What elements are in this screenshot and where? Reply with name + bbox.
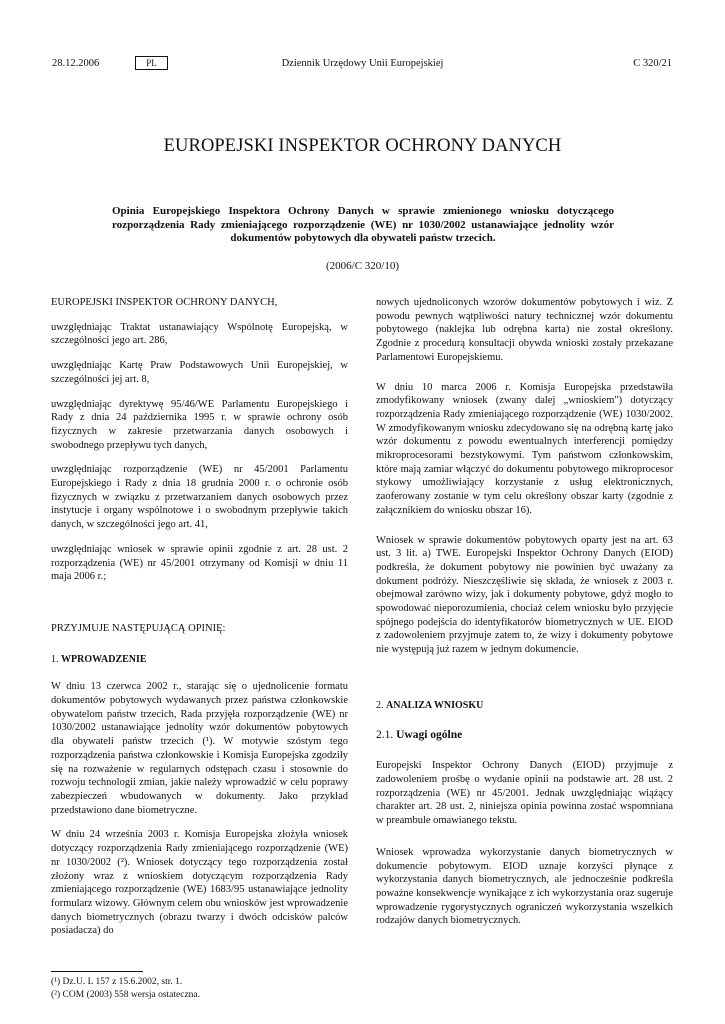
opinion-subtitle: Opinia Europejskiego Inspektora Ochrony Danych w sprawie zmienionego wniosku dotyczącego rozporządzenia Rady zmieniającego rozporządzenie (WE) nr 1030/2002 ustanawiające jednolity wzór dokumentów pobytowych dla obywateli państw trzecich.	[112, 205, 614, 244]
paragraph: Europejski Inspektor Ochrony Danych (EIOD) przyjmuje z zadowoleniem prośbę o wydanie opinii na podstawie art. 28 ust. 2 rozporządzenia (WE) nr 45/2001. Jednak uwzględniając wiążący charakter art. 28 ust. 2, niniejsza opinia powinna zostać wspomniana w preambule omawianego tekstu.	[376, 760, 673, 827]
footnote-divider	[51, 971, 143, 972]
section-heading	[51, 653, 348, 667]
recital: uwzględniając dyrektywę 95/46/WE Parlamentu Europejskiego i Rady z dnia 24 października 1995 r. w sprawie ochrony osób fizycznych w zakresie przetwarzania danych osobowych i swobodnego przepływu tych danych,	[51, 398, 348, 451]
left-column	[51, 296, 348, 938]
recital: uwzględniając Traktat ustanawiający Wspólnotę Europejską, w szczególności jego art. 286,	[51, 321, 348, 347]
header-date: 28.12.2006	[52, 58, 100, 69]
subsection-title: Uwagi ogólne	[396, 728, 463, 741]
paragraph: W dniu 10 marca 2006 r. Komisja Europejska przedstawiła zmodyfikowany wniosek (zwany dalej „wnioskiem") dotyczący rozporządzenia Rady zmieniającego rozporządzenie (WE) 1030/2002. W zmodyfikowanym wniosku zdecydowano się na odrębną kartę jako wzór dokumentu z powodu ewentualnych interferencji pomiędzy mikroprocesorami bezstykowymi. Tym państwom członkowskim, które mają zamiar włączyć do dokumentu pobytowego mikroprocesor stykowy umożliwiający korzystanie z usług elektronicznych, zaoferowany zostanie w tym celu określony obszar karty (zgodnie z załącznikiem do wniosku obszar 16).	[376, 381, 673, 516]
intro-line: EUROPEJSKI INSPEKTOR OCHRONY DANYCH,	[51, 297, 278, 308]
paragraph: W dniu 24 września 2003 r. Komisja Europejska złożyła wniosek dotyczący rozporządzenia Rady zmieniającego rozporządzenie (WE) nr 1030/2002 (²). Wniosek dotyczący tego rozporządzenia został złożony wraz z wnioskiem dotyczącym rozporządzenia Rady zmieniającego rozporządzenie (WE) 1683/95 ustanawiające jednolity formularz wizowy. Głównym celem obu wniosków jest wprowadzenie danych biometrycznych (obrazu twarzy i dwóch odcisków palców posiadacza) do	[51, 829, 348, 937]
document-reference: (2006/C 320/10)	[325, 260, 400, 272]
subsection-number: 2.1.	[376, 728, 394, 741]
section-number: 2.	[376, 699, 384, 711]
recital: uwzględniając rozporządzenie (WE) nr 45/2001 Parlamentu Europejskiego i Rady z dnia 18 grudnia 2000 r. o ochronie osób fizycznych w związku z przetwarzaniem danych osobowych przez instytucje i organy wspólnotowe i o swobodnym przepływie takich danych, w szczególności jego art. 41,	[51, 464, 348, 531]
footnotes	[51, 976, 348, 1001]
page-title: EUROPEJSKI INSPEKTOR OCHRONY DANYCH	[163, 136, 562, 156]
subsection-heading	[376, 729, 673, 743]
footnote: (²) COM (2003) 558 wersja ostateczna.	[51, 989, 200, 1000]
paragraph: nowych ujednoliconych wzorów dokumentów pobytowych i wiz. Z powodu pewnych wątpliwości natury technicznej wzór dokumentu pobytowego (naklejka lub odrębna karta) nie został określony. Zgodnie z procedurą konsultacji obywda wnioski zostały przekazane Parlamentowi Europejskiemu.	[376, 297, 673, 363]
section-title: ANALIZA WNIOSKU	[386, 699, 484, 711]
section-title: WPROWADZENIE	[61, 653, 147, 665]
paragraph: Wniosek wprowadza wykorzystanie danych biometrycznych w dokumencie pobytowym. EIOD uznaje korzyści płynące z wykorzystania danych biometrycznych, ale jednocześnie podkreśla poważne konsekwencje wynikające z ich wykorzystania oraz sugeruje wprowadzenie rygorystycznych ograniczeń wykorzystania wszelkich rodzajów danych biometrycznych.	[376, 846, 673, 927]
recital: uwzględniając Kartę Praw Podstawowych Unii Europejskiej, w szczególności jej art. 8,	[51, 360, 348, 385]
section-heading	[376, 699, 673, 713]
paragraph: W dniu 13 czerwca 2002 r., starając się o ujednolicenie formatu dokumentów pobytowych wydawanych przez państwa członkowskie obywatelom państw trzecich, Rada przyjęła rozporządzenie (WE) nr 1030/2002 ustanawiające jednolity wzór dokumentów pobytowych dla obywateli państw trzecich (¹). W motywie szóstym tego rozporządzenia państwa członkowskie i Komisja Europejska zgodziły się na rozważenie w regularnych odstępach czasu i stosownie do rozwoju technologii zmian, jakie należy wprowadzić w celu poprawy zabezpieczeń wbudowanych w dokumenty. Jako przykład przedstawiono dane biometryczne.	[51, 681, 348, 816]
adopts-line: PRZYJMUJE NASTĘPUJĄCĄ OPINIĘ:	[51, 622, 226, 634]
recital: uwzględniając wniosek w sprawie opinii zgodnie z art. 28 ust. 2 rozporządzenia (WE) nr 45/2001 otrzymany od Komisji w dniu 11 maja 2006 r.;	[51, 543, 348, 583]
paragraph: Wniosek w sprawie dokumentów pobytowych oparty jest na art. 63 ust. 3 lit. a) TWE. Europejski Inspektor Ochrony Danych (EIOD) podkreśla, że dokument pobytowy nie powinien być uważany za dokument podróży. Nieszczęśliwie się składa, że wniosek z 2003 r. obejmował zarówno wizy, jak i dokumenty pobytowe, gdyż mogło to spowodować nieporozumienia, chociaż celem wniosku było przyjęcie spójnego podejścia do identyfikatorów biometrycznych w UE. EIOD z zadowoleniem przyjmuje zatem to, że wizy i dokumenty pobytowe nie występują już razem w jednym dokumencie.	[376, 534, 673, 656]
footnote: (¹) Dz.U. L 157 z 15.6.2002, str. 1.	[51, 977, 183, 987]
right-column	[376, 296, 673, 928]
journal-name: Dziennik Urzędowy Unii Europejskiej	[281, 58, 444, 69]
page-reference: C 320/21	[633, 58, 672, 69]
language-badge: PL	[135, 56, 168, 70]
section-number: 1.	[51, 653, 59, 665]
